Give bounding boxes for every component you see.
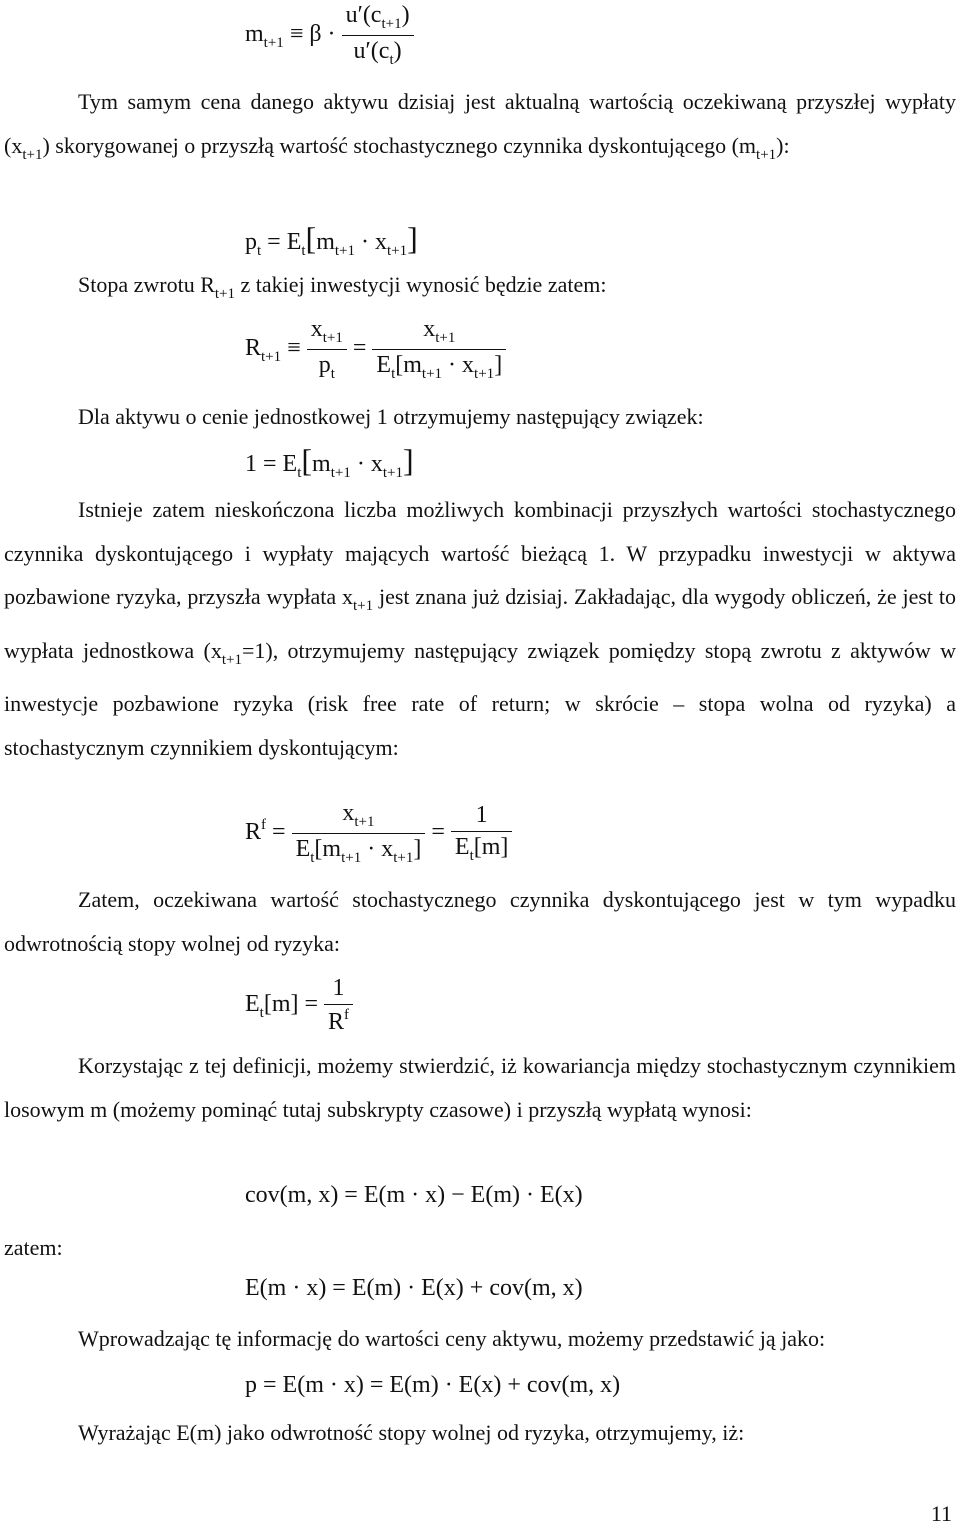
equation-sdf-definition: $m_{t+1} \equiv \beta$ · $\frac{u'(c_{t+1})}{u'(c_t)}$ [245, 2, 414, 69]
paragraph-price-form: Wprowadzając tę informację do wartości ceny aktywu, możemy przedstawić ją jako: [78, 1326, 826, 1351]
paragraph-inverse-rate: Wyrażając E(m) jako odwrotność stopy wolnej od ryzyka, otrzymujemy, iż: [78, 1420, 745, 1445]
equation-price-covariance: p = E(m · x) = E(m) · E(x) + cov(m, x) [245, 1372, 621, 1398]
paragraph-return-rate: Stopa zwrotu $R_{t+1}$ z takiej inwestycji wynosić będzie zatem: [78, 272, 607, 302]
paragraph-unit-price: Dla aktywu o cenie jednostkowej 1 otrzymujemy następujący związek: [78, 404, 704, 429]
equation-expectation-product: E(m · x) = E(m) · E(x) + cov(m, x) [245, 1275, 583, 1301]
paragraph-price-expectation: Tym samym cena danego aktywu dzisiaj jest aktualną wartością oczekiwaną przyszłej wypłaty $(x_{t+1})$ skorygowanej o przyszłą wartość stochastycznego czynnika dyskontującego $(m_{t+1})$: [4, 89, 956, 163]
page-number: 11 [930, 1501, 952, 1526]
equation-return: $R_{t+1}$ ≡ $\frac{x_{t+1}}{p_t}$ = $\frac{x_{t+1}}{E_t[m_{t+1} \cdot x_{t+1}]}$ [245, 316, 506, 383]
equation-covariance: cov(m, x) = E(m · x) − E(m) · E(x) [245, 1182, 583, 1208]
paragraph-risk-free: Istnieje zatem nieskończona liczba możliwych kombinacji przyszłych wartości stochastycznego czynnika dyskontującego i wypłaty mających wartość bieżącą 1. W przypadku inwestycji w aktywa pozbawione ryzyka, przyszła wypłata $x_{t+1}$ jest znana już dzisiaj. Zakładając, dla wygody obliczeń, że jest to wypłata jednostkowa $(x_{t+1}=1)$, otrzymujemy następujący związek pomiędzy stopą zwrotu z aktywów w inwestycje pozbawione ryzyka (risk free rate of return; w skrócie – stopa wolna od ryzyka) a stochastycznym czynnikiem dyskontującym: [4, 497, 957, 760]
equation-expected-m: $E_t[m]$ = $\frac{1}{R^f}$ [245, 975, 353, 1036]
equation-unit-price: $1 = E_t[m_{t+1} \cdot x_{t+1}]$ [245, 442, 414, 481]
equation-risk-free-rate: $R^f$ = $\frac{x_{t+1}}{E_t[m_{t+1} \cdot x_{t+1}]}$ = $\frac{1}{E_t[m]}$ [245, 800, 512, 867]
paragraph-covariance: Korzystając z tej definicji, możemy stwierdzić, iż kowariancja między stochastycznym czynnikiem losowym m (możemy pominąć tutaj subskrypty czasowe) i przyszłą wypłatą wynosi: [4, 1053, 956, 1122]
equation-price: $p_t = E_t[m_{t+1} \cdot x_{t+1}]$ [245, 220, 418, 259]
label-zatem: zatem: [4, 1235, 63, 1260]
paragraph-expected-sdf: Zatem, oczekiwana wartość stochastycznego czynnika dyskontującego jest w tym wypadku odwrotnością stopy wolnej od ryzyka: [4, 887, 956, 956]
